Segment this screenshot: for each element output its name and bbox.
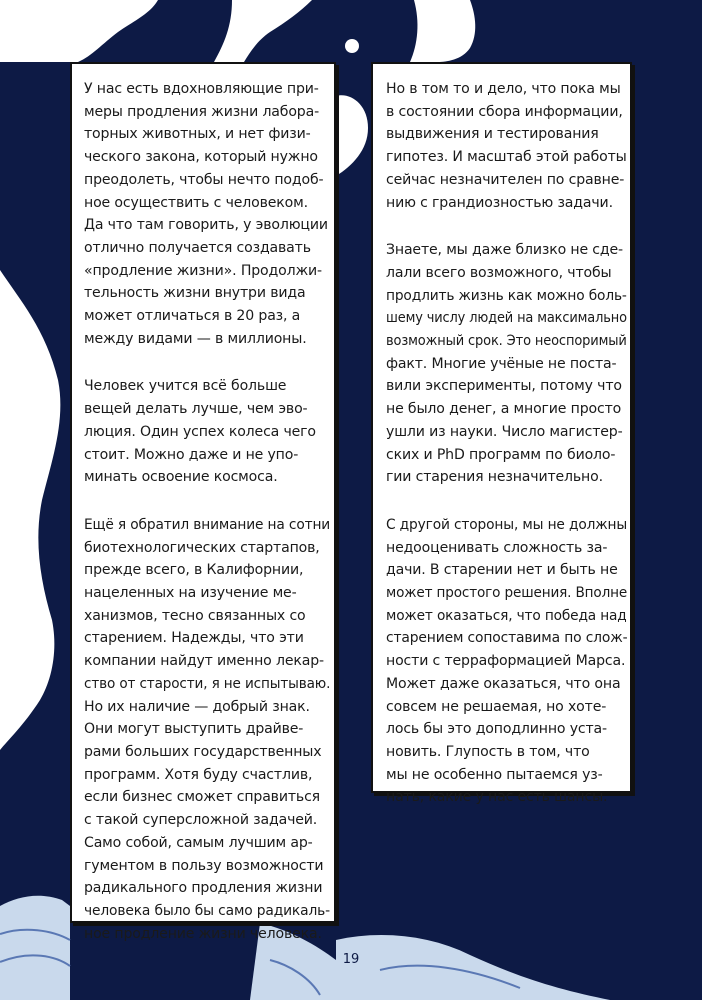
text-line: ное продление жизни человека. [84, 925, 322, 942]
text-line: продлить жизнь как можно боль- [386, 287, 627, 304]
text-line: У нас есть вдохновляющие при- [84, 81, 319, 97]
white-dot-mid [345, 39, 359, 53]
text-line: компании найдут именно лекар- [84, 653, 324, 670]
text-line: программ. Хотя буду счастлив, [84, 766, 313, 783]
text-line: если бизнес сможет справиться [84, 789, 320, 806]
text-line: мы не особенно пытаемся уз- [386, 766, 603, 783]
text-line: возможный срок. Это неоспоримый [386, 333, 627, 350]
text-line: с такой суперсложной задачей. [84, 812, 318, 829]
text-line: вещей делать лучше, чем эво- [84, 401, 308, 418]
text-line: гументом в пользу возможности [84, 857, 324, 874]
text-line: не было денег, а многие просто [386, 401, 622, 418]
text-line: Знаете, мы даже близко не сде- [386, 242, 623, 259]
text-line: нацеленных на изучение ме- [84, 585, 297, 602]
text-line: между видами — в миллионы. [84, 330, 307, 347]
text-line: Но в том то и дело, что пока мы [386, 81, 621, 97]
text-line: выдвижения и тестирования [386, 126, 599, 143]
text-line: Они могут выступить драйве- [84, 721, 304, 738]
paragraph [386, 239, 630, 489]
text-line: совсем не решаемая, но хоте- [386, 698, 607, 715]
text-line: лось бы это доподлинно уста- [386, 721, 607, 738]
text-line: Да что там говорить, у эволюции [84, 217, 328, 234]
text-line: торных животных, и нет физи- [84, 126, 311, 143]
page-number: 19 [342, 952, 360, 967]
text-line: С другой стороны, мы не должны [386, 516, 628, 533]
text-line: Но их наличие — добрый знак. [84, 698, 310, 715]
text-line: старением сопоставима по слож- [386, 630, 628, 647]
text-line: биотехнологических стартапов, [84, 539, 320, 556]
text-line: сейчас незначителен по сравне- [386, 171, 625, 188]
text-line: новить. Глупость в том, что [386, 743, 590, 760]
text-line: стоит. Можно даже и не упо- [84, 446, 299, 463]
text-line: может отличаться в 20 раз, а [84, 308, 301, 325]
text-line: Человек учится всё больше [84, 378, 287, 395]
white-wave-top-right [410, 0, 475, 62]
text-line: старением. Надежды, что эти [84, 630, 304, 647]
text-line: тельность жизни внутри вида [84, 285, 306, 302]
paragraph [84, 514, 334, 945]
text-line: нию с грандиозностью задачи. [386, 194, 613, 211]
text-line: ских и PhD программ по биоло- [386, 446, 616, 463]
paragraph [84, 375, 334, 489]
text-line: недооценивать сложность за- [386, 539, 608, 556]
text-line: прежде всего, в Калифорнии, [84, 562, 304, 579]
text-line: ство от старости, я не испытываю. [84, 675, 331, 692]
paragraph [386, 78, 630, 214]
text-line: ушли из науки. Число магистер- [386, 423, 623, 440]
text-line: Может даже оказаться, что она [386, 675, 621, 692]
text-line: гипотез. И масштаб этой работы [386, 149, 627, 166]
text-line: преодолеть, чтобы нечто подоб- [84, 171, 324, 188]
left-text-panel [70, 62, 336, 942]
paragraph [386, 514, 630, 809]
text-line: шему числу людей на максимально [386, 310, 627, 327]
text-line: отлично получается создавать [84, 239, 311, 256]
text-line: факт. Многие учёные не поста- [386, 355, 617, 372]
text-line: рами больших государственных [84, 743, 322, 760]
text-line: «продление жизни». Продолжи- [84, 262, 322, 279]
right-text-panel [371, 62, 632, 806]
text-line: гии старения незначительно. [386, 469, 603, 486]
text-line: ное осуществить с человеком. [84, 194, 308, 211]
text-line: Само собой, самым лучшим ар- [84, 834, 313, 851]
text-line: меры продления жизни лабора- [84, 103, 320, 120]
text-line: Ещё я обратил внимание на сотни [84, 516, 331, 533]
text-line: минать освоение космоса. [84, 469, 278, 486]
text-line: дачи. В старении нет и быть не [386, 562, 618, 579]
text-line: ханизмов, тесно связанных со [84, 607, 306, 624]
text-line: ности с терраформацией Марса. [386, 653, 626, 670]
text-line: нать, какие у нас есть шансы. [386, 789, 608, 806]
text-line: лали всего возможного, чтобы [386, 264, 612, 281]
text-line: ческого закона, который нужно [84, 149, 318, 166]
text-line: радикального продления жизни [84, 880, 323, 897]
text-line: человека было бы само радикаль- [84, 902, 330, 919]
text-line: вили эксперименты, потому что [386, 378, 622, 395]
light-wave-bottom [0, 896, 70, 1000]
paragraph [84, 78, 334, 350]
text-line: люция. Один успех колеса чего [84, 423, 316, 440]
text-line: может оказаться, что победа над [386, 607, 627, 624]
text-line: в состоянии сбора информации, [386, 103, 623, 120]
text-line: может простого решения. Вполне [386, 585, 628, 602]
